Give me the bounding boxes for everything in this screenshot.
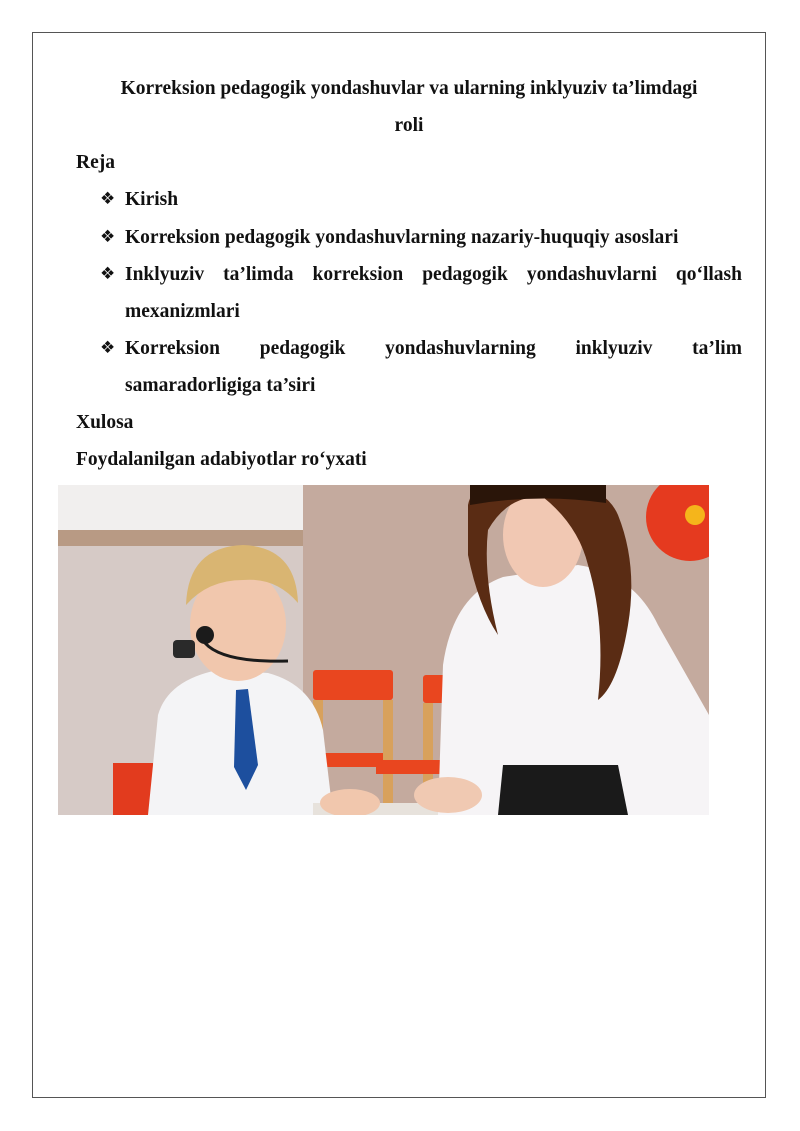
word: korreksion: [312, 264, 404, 285]
word: Korreksion: [125, 338, 220, 359]
diamond-bullet-icon: ❖: [100, 227, 116, 247]
word: ta’lim: [692, 338, 742, 359]
diamond-bullet-icon: ❖: [100, 338, 116, 358]
word: pedagogik: [422, 264, 508, 285]
diamond-bullet-icon: ❖: [100, 264, 116, 284]
title-line-1: Korreksion pedagogik yondashuvlar va ularning inklyuziv ta’limdagi: [120, 78, 698, 99]
plan-item-text: Kirish: [125, 189, 179, 210]
teacher-child-photo: [58, 485, 709, 815]
plan-item-introduction: [100, 181, 742, 218]
conclusion-heading: Xulosa: [76, 412, 134, 433]
word: inklyuziv: [575, 338, 653, 359]
plan-item-text-line-2: mexanizmlari: [125, 301, 240, 322]
references-heading: Foydalanilgan adabiyotlar ro‘yxati: [76, 449, 367, 470]
plan-heading: Reja: [76, 152, 115, 173]
diamond-bullet-icon: ❖: [100, 189, 116, 209]
photo-illustration: [58, 485, 709, 815]
document-title: [76, 70, 742, 144]
plan-item-text: Korreksion pedagogik yondashuvlarning nazariy-huquqiy asoslari: [125, 227, 679, 248]
word: qo‘llash: [675, 264, 742, 285]
plan-item-text-line-1: [125, 256, 742, 293]
word: yondashuvlarning: [385, 338, 536, 359]
plan-item-text-line-1: [125, 330, 742, 367]
plan-item-mechanisms: [100, 256, 742, 330]
plan-item-foundations: [100, 219, 742, 256]
plan-item-effectiveness: [100, 330, 742, 404]
word: yondashuvlarni: [526, 264, 657, 285]
title-line-2: roli: [394, 115, 424, 136]
plan-item-text-line-2: samaradorligiga ta’siri: [125, 375, 316, 396]
word: pedagogik: [259, 338, 346, 359]
word: Inklyuziv: [125, 264, 205, 285]
word: ta’limda: [223, 264, 294, 285]
